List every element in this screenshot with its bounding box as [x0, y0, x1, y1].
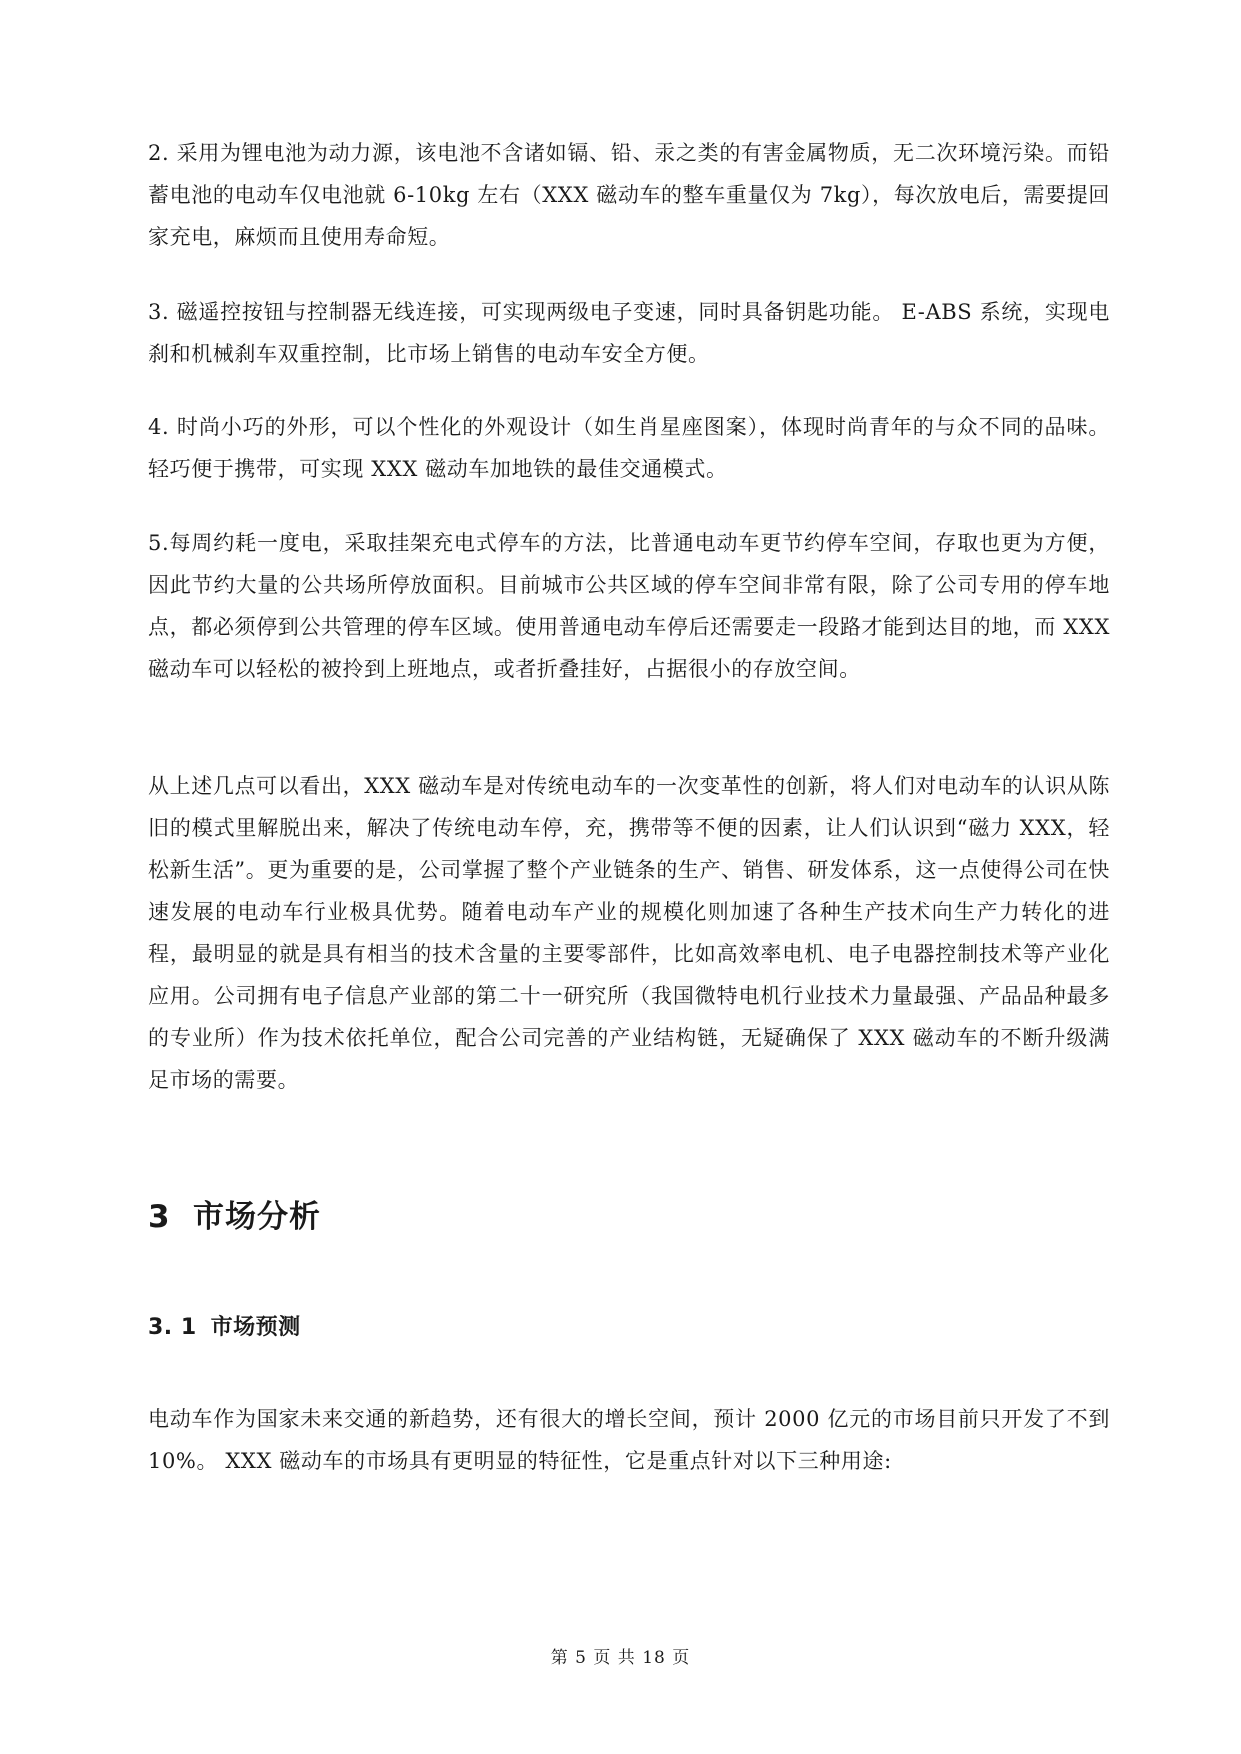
paragraph-item-2: 2. 采用为锂电池为动力源，该电池不含诸如镉、铅、汞之类的有害金属物质，无二次环境污染。而铅蓄电池的电动车仅电池就 6-10kg 左右（XXX 磁动车的整车重量仅为 7kg），每次放电后，需要提回家充电，麻烦而且使用寿命短。: [148, 141, 1110, 249]
subsection-number: 3. 1: [148, 1315, 197, 1340]
paragraph-summary: 从上述几点可以看出，XXX 磁动车是对传统电动车的一次变革性的创新，将人们对电动车的认识从陈旧的模式里解脱出来，解决了传统电动车停，充，携带等不便的因素，让人们认识到“磁力 XXX，轻松新生活”。更为重要的是，公司掌握了整个产业链条的生产、销售、研发体系，这一点使得公司在快速发展的电动车行业极具优势。随着电动车产业的规模化则加速了各种生产技术向生产力转化的进程，最明显的就是具有相当的技术含量的主要零部件，比如高效率电机、电子电器控制技术等产业化应用。公司拥有电子信息产业部的第二十一研究所（我国微特电机行业技术力量最强、产品品种最多的专业所）作为技术依托单位，配合公司完善的产业结构链，无疑确保了 XXX 磁动车的不断升级满足市场的需要。: [148, 774, 1110, 1092]
paragraph-market-forecast: 电动车作为国家未来交通的新趋势，还有很大的增长空间，预计 2000 亿元的市场目前只开发了不到 10%。 XXX 磁动车的市场具有更明显的特征性，它是重点针对以下三种用途:: [148, 1407, 1110, 1473]
page-footer: 第 5 页 共 18 页: [550, 1648, 691, 1668]
paragraph-item-5: 5.每周约耗一度电，采取挂架充电式停车的方法，比普通电动车更节约停车空间，存取也更为方便，因此节约大量的公共场所停放面积。目前城市公共区域的停车空间非常有限，除了公司专用的停车地点，都必须停到公共管理的停车区域。使用普通电动车停后还需要走一段路才能到达目的地，而 XXX 磁动车可以轻松的被拎到上班地点，或者折叠挂好，占据很小的存放空间。: [148, 531, 1110, 681]
paragraph-item-4: 4. 时尚小巧的外形，可以个性化的外观设计（如生肖星座图案），体现时尚青年的与众不同的品味。 轻巧便于携带，可实现 XXX 磁动车加地铁的最佳交通模式。: [148, 415, 1110, 481]
section-title: 市场分析: [193, 1199, 321, 1235]
section-heading: [148, 1195, 321, 1239]
subsection-heading: [148, 1312, 301, 1344]
paragraph-item-3: 3. 磁遥控按钮与控制器无线连接，可实现两级电子变速，同时具备钥匙功能。 E-ABS 系统，实现电刹和机械刹车双重控制，比市场上销售的电动车安全方便。: [148, 300, 1110, 366]
section-number: 3: [148, 1199, 171, 1235]
subsection-title: 市场预测: [210, 1315, 301, 1340]
